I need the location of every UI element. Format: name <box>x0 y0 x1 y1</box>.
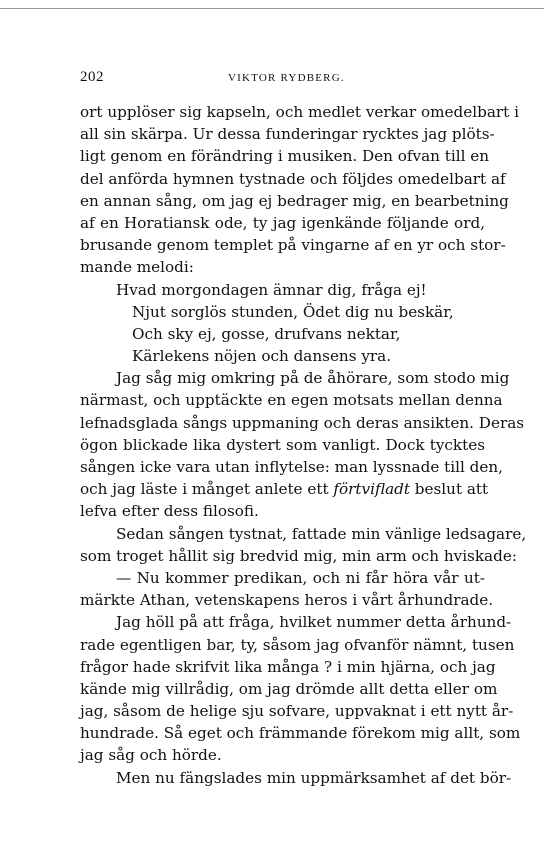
paragraph-first-line: Men nu fängslades min uppmärksamhet af det bör- <box>116 768 512 787</box>
text-line: af en Horatiansk ode, ty jag igenkände följande ord, <box>80 213 485 232</box>
text-segment: och jag läste i månget anlete ett <box>80 480 334 499</box>
verse-line: Kärlekens nöjen och dansens yra. <box>132 347 392 366</box>
page-number: 202 <box>80 69 104 85</box>
text-line: frågor hade skrifvit lika många ? i min hjärna, och jag <box>80 657 496 676</box>
text-line: jag, såsom de helige sju sofvare, uppvaknat i ett nytt år- <box>80 702 514 721</box>
text-line: rade egentligen bar, ty, såsom jag ofvanför nämnt, tusen <box>80 635 515 654</box>
text-segment: beslut att <box>409 480 489 499</box>
text-line: märkte Athan, vetenskapens heros i vårt århundrade. <box>80 591 494 610</box>
text-line: del anförda hymnen tystnade och följdes omedelbart af <box>80 169 506 188</box>
text-line: sången icke vara utan inflytelse: man lyssnade till den, <box>80 458 503 476</box>
running-title: VIKTOR RYDBERG. <box>228 72 345 84</box>
text-line: ligt genom en förändring i musiken. Den ofvan till en <box>80 147 490 166</box>
verse-line: Hvad morgondagen ämnar dig, fråga ej! <box>116 280 427 299</box>
body-text <box>80 101 527 789</box>
text-line: brusande genom templet på vingarne af en yr och stor- <box>80 236 506 255</box>
text-line-with-italic <box>80 478 489 500</box>
text-line: kände mig villrådig, om jag drömde allt detta eller om <box>80 679 498 698</box>
text-line: lefva efter dess filosofi. <box>80 502 259 521</box>
paragraph-first-line: Jag såg mig omkring på de åhörare, som stodo mig <box>116 369 510 388</box>
text-line: all sin skärpa. Ur dessa funderingar rycktes jag plöts- <box>80 125 495 144</box>
text-line: som troget hållit sig bredvid mig, min arm och hviskade: <box>80 546 517 565</box>
paragraph-first-line: Sedan sången tystnat, fattade min vänlige ledsagare, <box>116 524 527 543</box>
dialogue-line: — Nu kommer predikan, och ni får höra vår ut- <box>116 568 485 587</box>
text-line: jag såg och hörde. <box>80 746 222 765</box>
text-line: lefnadsglada sångs uppmaning och deras ansikten. Deras <box>80 413 525 432</box>
verse-line: Njut sorglös stunden, Ödet dig nu beskär, <box>132 302 454 321</box>
text-line: mande melodi: <box>80 258 194 277</box>
running-head <box>80 69 490 89</box>
italic-word: förtvifladt <box>333 480 410 499</box>
text-line: en annan sång, om jag ej bedrager mig, en bearbetning <box>80 191 509 210</box>
top-edge-rule <box>0 8 544 9</box>
text-line: ögon blickade lika dystert som vanligt. Dock tycktes <box>80 435 485 454</box>
paragraph-first-line: Jag höll på att fråga, hvilket nummer detta århund- <box>116 613 512 632</box>
text-line: hundrade. Så eget och främmande förekom mig allt, som <box>80 724 521 743</box>
text-line: ort upplöser sig kapseln, och medlet verkar omedelbart i <box>80 103 519 121</box>
verse-line: Och sky ej, gosse, drufvans nektar, <box>132 324 401 343</box>
text-line: närmast, och upptäckte en egen motsats mellan denna <box>80 391 503 410</box>
